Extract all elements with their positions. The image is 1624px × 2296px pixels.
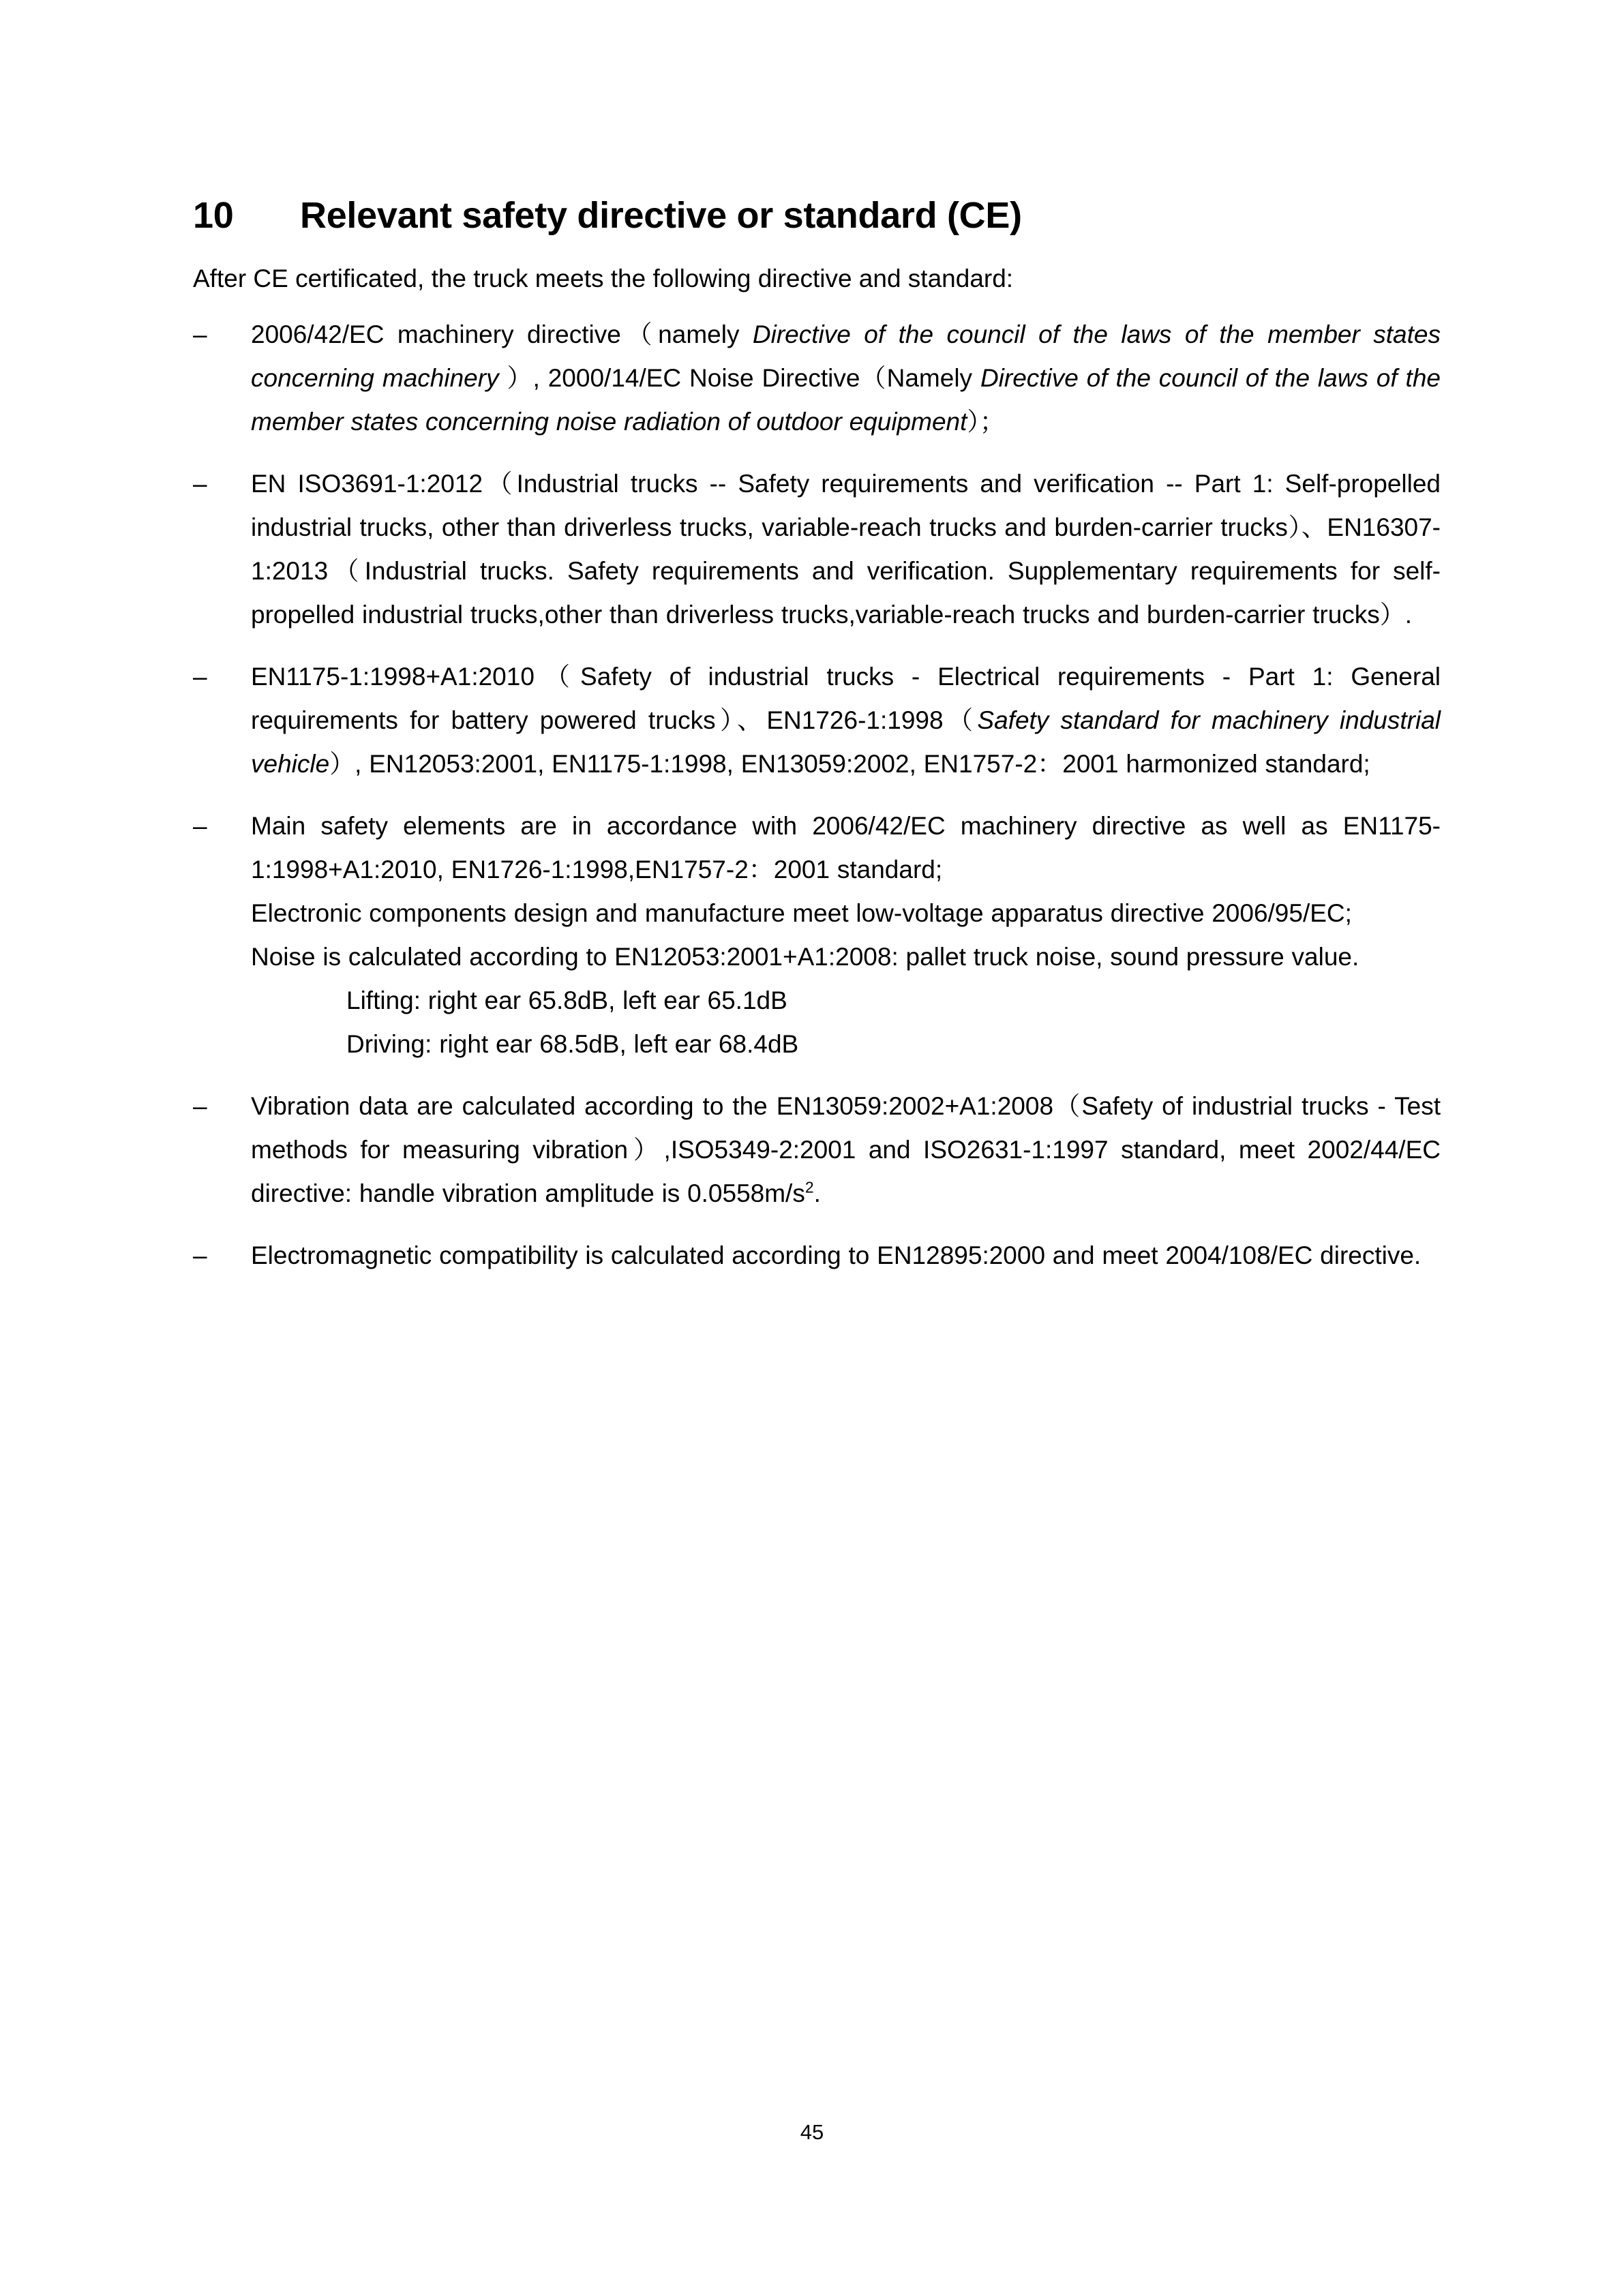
bullet-text-en-iso3691-en16307: EN ISO3691-1:2012（Industrial trucks -- Safety requirements and verification -- Part 1: Self-propelled industrial trucks, other than driverless trucks, variable-reach trucks and burden-carrier trucks）、EN16307-1:2013（Industrial trucks. Safety requirements and verification. Supplementary requirements for self-propelled industrial trucks,other than driverless trucks,variable-reach trucks and burden-carrier trucks）. xyxy=(251,470,1441,629)
text-run-italic: Directive of the council of the laws of the member states concerning noise radiation of outdoor equipment xyxy=(251,364,1441,436)
noise-value-lifting: Lifting: right ear 65.8dB, left ear 65.1dB xyxy=(346,986,787,1015)
text-run: ）, 2000/14/EC Noise Directive（Namely xyxy=(498,364,980,393)
bullet-text-vibration-data xyxy=(251,1085,1441,1215)
list-item xyxy=(193,462,1441,637)
list-item xyxy=(193,804,1441,1066)
text-run-superscript: 2 xyxy=(805,1179,814,1197)
bullet-dash-icon: – xyxy=(193,812,207,841)
text-run-italic: Safety standard for machinery industrial vehicle xyxy=(251,706,1441,779)
bullet-text-noise-calculation: Noise is calculated according to EN12053:2001+A1:2008: pallet truck noise, sound pressure value. xyxy=(251,943,1359,971)
page-content xyxy=(193,0,1441,1278)
bullet-text-directive-2006-42-ec xyxy=(251,313,1441,444)
text-run: EN1175-1:1998+A1:2010（Safety of industrial trucks - Electrical requirements - Part 1: General requirements for battery powered trucks）、EN1726-1:1998（ xyxy=(251,663,1441,735)
bullet-text-electromagnetic-compatibility: Electromagnetic compatibility is calculated according to EN12895:2000 and meet 2004/108/EC directive. xyxy=(251,1241,1422,1270)
text-run: 2006/42/EC machinery directive（namely xyxy=(251,320,753,349)
bullet-text-en1175-en1726 xyxy=(251,655,1441,786)
bullet-dash-icon: – xyxy=(193,1241,207,1270)
text-run: ）； xyxy=(967,408,1005,436)
list-item xyxy=(193,313,1441,444)
bullet-dash-icon: – xyxy=(193,320,207,349)
standards-list xyxy=(193,313,1441,1278)
bullet-dash-icon: – xyxy=(193,470,207,498)
bullet-dash-icon: – xyxy=(193,1092,207,1121)
text-run: ）, EN12053:2001, EN1175-1:1998, EN13059:2002, EN1757-2：2001 harmonized standard; xyxy=(329,750,1370,779)
text-run: Vibration data are calculated according to the EN13059:2002+A1:2008（Safety of industrial trucks - Test methods for measuring vibration）,ISO5349-2:2001 and ISO2631-1:1997 standard, meet 2002/44/EC directive: handle vibration amplitude is 0.0558m/s xyxy=(251,1092,1441,1208)
noise-value-driving: Driving: right ear 68.5dB, left ear 68.4dB xyxy=(346,1030,799,1059)
section-title: Relevant safety directive or standard (CE) xyxy=(300,195,1022,236)
section-number: 10 xyxy=(193,195,234,236)
text-run-italic: Directive of the council of the laws of the member states concerning machinery xyxy=(251,320,1441,393)
bullet-text-electronic-components: Electronic components design and manufacture meet low-voltage apparatus directive 2006/95/EC; xyxy=(251,899,1352,928)
list-item xyxy=(193,655,1441,786)
text-run: . xyxy=(813,1179,821,1208)
intro-paragraph: After CE certificated, the truck meets the following directive and standard: xyxy=(193,265,1014,293)
list-item xyxy=(193,1085,1441,1215)
page-number: 45 xyxy=(800,2120,824,2144)
bullet-dash-icon: – xyxy=(193,663,207,691)
bullet-text-main-safety-elements: Main safety elements are in accordance with 2006/42/EC machinery directive as well as EN1175-1:1998+A1:2010, EN1726-1:1998,EN1757-2：2001 standard; xyxy=(251,812,1441,884)
page-title xyxy=(193,0,1441,237)
list-item xyxy=(193,1234,1441,1278)
